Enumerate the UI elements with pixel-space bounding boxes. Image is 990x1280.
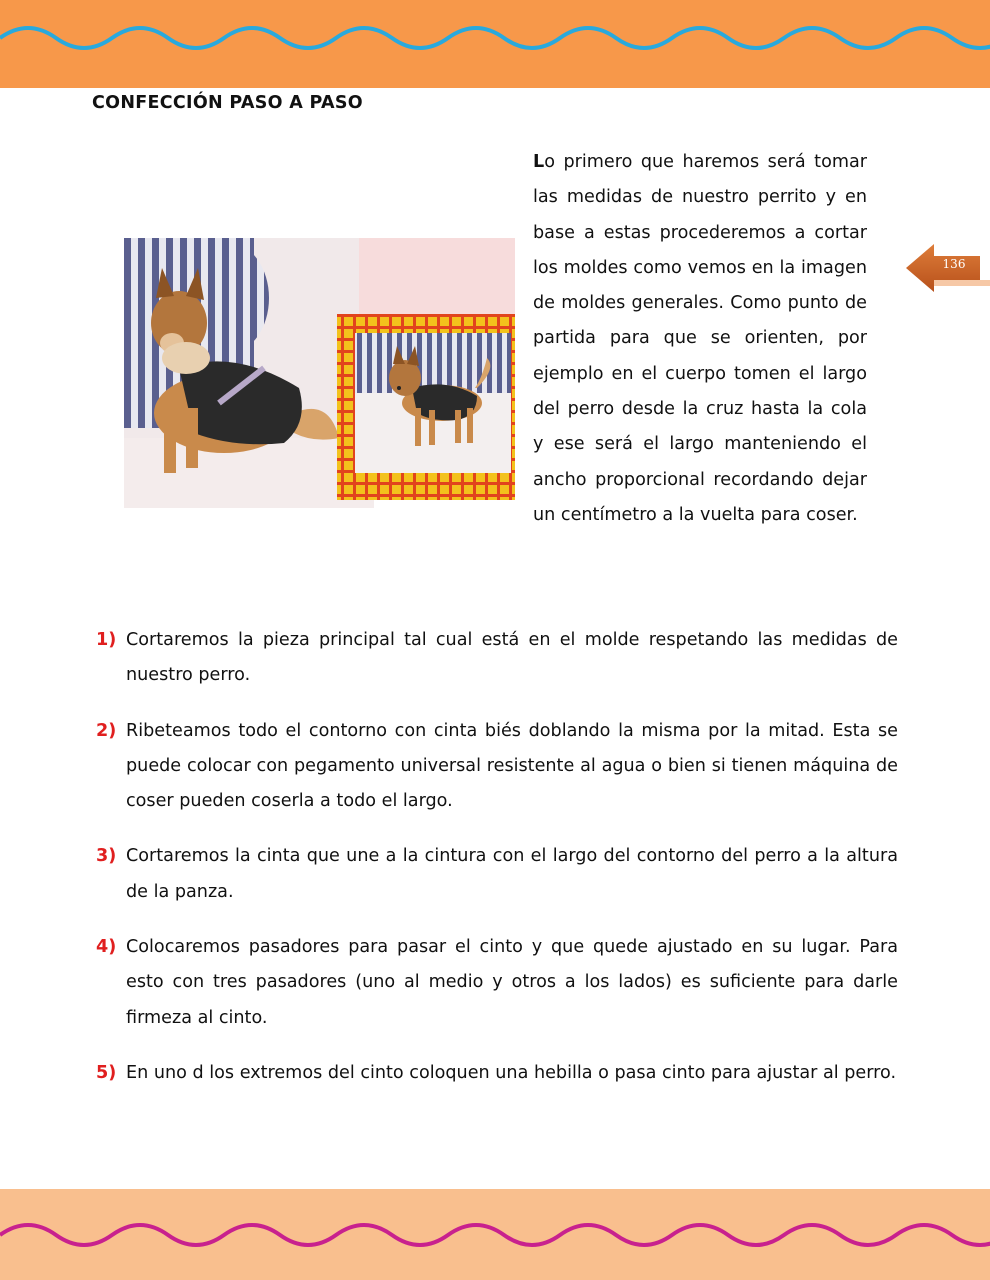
step-text: Colocaremos pasadores para pasar el cinto y que quede ajustado en su lugar. Para esto con tres pasadores (uno al medio y otros a los lados) es suficiente para darle firmeza al cinto. <box>126 937 898 1028</box>
page-title: CONFECCIÓN PASO A PASO <box>92 93 363 113</box>
dog-standing-framed-photo <box>337 238 515 500</box>
top-wave-decoration <box>0 0 990 88</box>
intro-first-letter: L <box>533 152 545 172</box>
bottom-decorative-band <box>0 1189 990 1280</box>
top-decorative-band <box>0 0 990 88</box>
step-text: Ribeteamos todo el contorno con cinta biés doblando la misma por la mitad. Esta se puede colocar con pegamento universal resistente al agua o bien si tienen máquina de coser pueden coserla a todo el largo. <box>126 720 898 812</box>
step-text: Cortaremos la pieza principal tal cual está en el molde respetando las medidas de nuestro perro. <box>126 630 898 686</box>
page-number-tab <box>906 244 990 292</box>
step-number: 3) <box>96 846 117 867</box>
list-item <box>96 714 898 820</box>
list-item <box>96 623 898 694</box>
step-text: En uno d los extremos del cinto coloquen una hebilla o pasa cinto para ajustar al perro. <box>126 1062 897 1083</box>
steps-list <box>96 623 898 1111</box>
bottom-wave-decoration <box>0 1189 990 1280</box>
intro-text: o primero que haremos será tomar las medidas de nuestro perrito y en base a estas procederemos a cortar los moldes como vemos en la imagen de moldes generales. Como punto de partida para que se orienten, por ejemplo en el cuerpo tomen el largo del perro desde la cruz hasta la cola y ese será el largo manteniendo el ancho proporcional recordando dejar un centímetro a la vuelta para coser. <box>533 152 867 525</box>
step-number: 5) <box>96 1062 117 1083</box>
list-item <box>96 839 898 910</box>
page-number: 136 <box>942 257 966 271</box>
list-item <box>96 930 898 1036</box>
step-text: Cortaremos la cinta que une a la cintura con el largo del contorno del perro a la altura de la panza. <box>126 846 898 902</box>
step-number: 1) <box>96 630 117 650</box>
intro-paragraph <box>533 145 867 533</box>
step-number: 2) <box>96 720 117 741</box>
step-number: 4) <box>96 937 117 958</box>
list-item <box>96 1056 898 1091</box>
